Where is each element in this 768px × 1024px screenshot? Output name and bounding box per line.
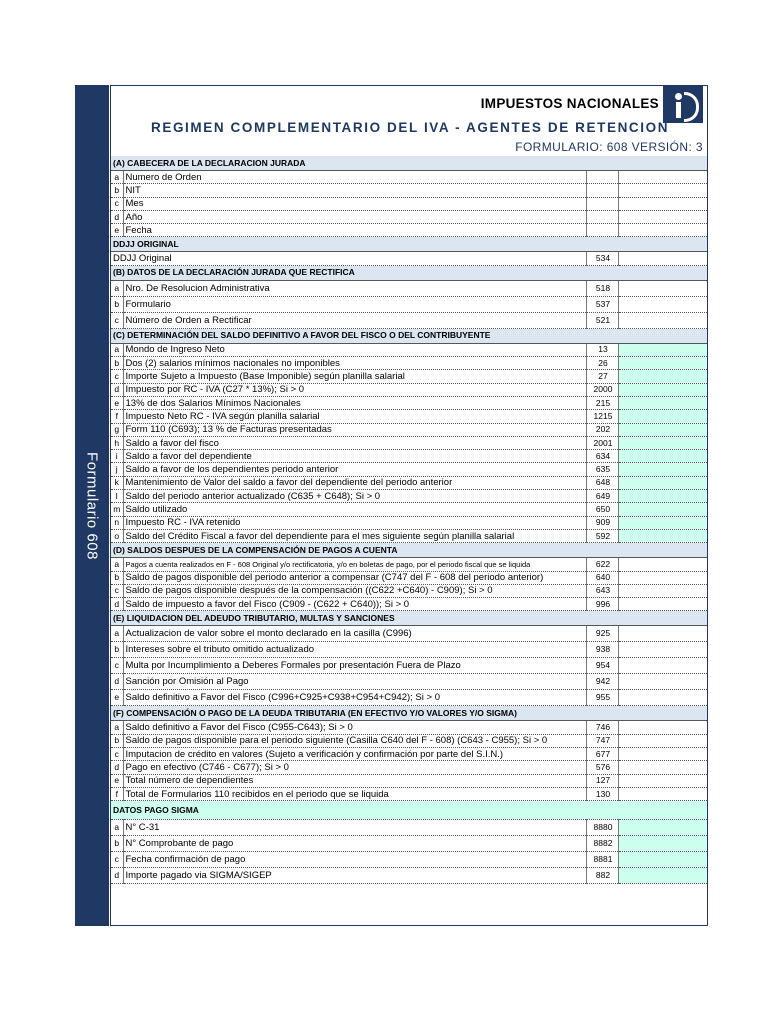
row-code <box>587 210 619 223</box>
row-label: Nro. De Resolucion Administrativa <box>123 280 587 296</box>
row-letter: c <box>111 584 123 597</box>
row-label: Actualizacion de valor sobre el monto declarado en la casilla (C996) <box>123 626 587 642</box>
row-label: Mes <box>123 197 587 210</box>
row-code: 747 <box>587 734 619 747</box>
value-field[interactable] <box>619 436 707 449</box>
form-row <box>111 357 707 370</box>
section-e-header <box>111 611 707 626</box>
value-field[interactable] <box>619 748 707 761</box>
form-row <box>111 626 707 642</box>
value-field[interactable] <box>619 529 707 542</box>
value-field[interactable] <box>619 690 707 706</box>
row-label: Saldo de pagos disponible para el periodo siguiente (Casilla C640 del F - 608) (C643 - C955); Si > 0 <box>123 734 587 747</box>
sigma-header <box>111 801 707 820</box>
row-label: Mondo de Ingreso Neto <box>123 343 587 356</box>
row-label: Saldo a favor del fisco <box>123 436 587 449</box>
value-field[interactable] <box>619 252 707 265</box>
row-code: 13 <box>587 343 619 356</box>
row-letter: g <box>111 423 123 436</box>
ddjj-header <box>111 237 707 252</box>
row-letter: d <box>111 383 123 396</box>
value-field[interactable] <box>619 224 707 237</box>
row-code <box>587 197 619 210</box>
form-row <box>111 184 707 197</box>
value-field[interactable] <box>619 598 707 611</box>
value-field[interactable] <box>619 820 707 836</box>
section-b-header <box>111 265 707 280</box>
value-field[interactable] <box>619 197 707 210</box>
form-row <box>111 584 707 597</box>
form-row <box>111 370 707 383</box>
row-label: N° C-31 <box>123 820 587 836</box>
form-row <box>111 436 707 449</box>
row-letter: d <box>111 868 123 884</box>
row-code: 649 <box>587 490 619 503</box>
section-title: DATOS PAGO SIGMA <box>111 801 707 820</box>
value-field[interactable] <box>619 312 707 328</box>
form-row <box>111 516 707 529</box>
row-code: 8880 <box>587 820 619 836</box>
row-label: N° Comprobante de pago <box>123 836 587 852</box>
row-letter: b <box>111 734 123 747</box>
value-field[interactable] <box>619 280 707 296</box>
row-label: Saldo de impuesto a favor del Fisco (C909 - (C622 + C640)); Si > 0 <box>123 598 587 611</box>
form-row <box>111 423 707 436</box>
value-field[interactable] <box>619 674 707 690</box>
value-field[interactable] <box>619 787 707 800</box>
section-title: (B) DATOS DE LA DECLARACIÓN JURADA QUE RECTIFICA <box>111 265 707 280</box>
value-field[interactable] <box>619 584 707 597</box>
row-letter: c <box>111 748 123 761</box>
row-letter: f <box>111 787 123 800</box>
row-code: 592 <box>587 529 619 542</box>
row-label: Fecha <box>123 224 587 237</box>
row-code: 634 <box>587 450 619 463</box>
row-label: Pagos a cuenta realizados en F - 608 Original y/o rectificatoria, y/o en boletas de pago, por el periodo fiscal que se liquida <box>123 558 587 571</box>
form-row <box>111 721 707 734</box>
row-code: 1215 <box>587 410 619 423</box>
form-row <box>111 383 707 396</box>
row-code: 534 <box>587 252 619 265</box>
row-letter: e <box>111 774 123 787</box>
row-code: 518 <box>587 280 619 296</box>
row-code: 635 <box>587 463 619 476</box>
row-letter: e <box>111 396 123 409</box>
row-code: 677 <box>587 748 619 761</box>
value-field[interactable] <box>619 642 707 658</box>
row-code: 537 <box>587 296 619 312</box>
section-title: (C) DETERMINACIÓN DEL SALDO DEFINITIVO A FAVOR DEL FISCO O DEL CONTRIBUYENTE <box>111 328 707 343</box>
value-field[interactable] <box>619 171 707 184</box>
form-row <box>111 761 707 774</box>
value-field[interactable] <box>619 410 707 423</box>
form-table <box>111 156 707 884</box>
row-letter: l <box>111 490 123 503</box>
form-608 <box>110 85 708 926</box>
value-field[interactable] <box>619 503 707 516</box>
row-label: Saldo definitivo a Favor del Fisco (C955-C643); Si > 0 <box>123 721 587 734</box>
form-row <box>111 312 707 328</box>
form-row <box>111 836 707 852</box>
row-label: Multa por Incumplimiento a Deberes Formales por presentación Fuera de Plazo <box>123 658 587 674</box>
value-field[interactable] <box>619 658 707 674</box>
row-label: Pago en efectivo (C746 - C677); Si > 0 <box>123 761 587 774</box>
form-row <box>111 343 707 356</box>
value-field[interactable] <box>619 774 707 787</box>
form-row <box>111 558 707 571</box>
row-letter: c <box>111 312 123 328</box>
row-label: Saldo definitivo a Favor del Fisco (C996+C925+C938+C954+C942); Si > 0 <box>123 690 587 706</box>
row-code: 2001 <box>587 436 619 449</box>
section-title: (E) LIQUIDACION DEL ADEUDO TRIBUTARIO, MULTAS Y SANCIONES <box>111 611 707 626</box>
impuestos-logo-icon <box>663 86 703 123</box>
form-title: REGIMEN COMPLEMENTARIO DEL IVA - AGENTES DE RETENCION <box>151 120 670 135</box>
form-row <box>111 410 707 423</box>
form-row <box>111 674 707 690</box>
value-field[interactable] <box>619 476 707 489</box>
row-label: Saldo de pagos disponible del periodo anterior a compensar (C747 del F - 608 del periodo anterior) <box>123 571 587 584</box>
value-field[interactable] <box>619 516 707 529</box>
row-code: 938 <box>587 642 619 658</box>
form-row <box>111 197 707 210</box>
row-code: 27 <box>587 370 619 383</box>
row-letter: b <box>111 571 123 584</box>
row-code: 521 <box>587 312 619 328</box>
value-field[interactable] <box>619 571 707 584</box>
form-row <box>111 529 707 542</box>
row-letter: c <box>111 852 123 868</box>
row-code: 643 <box>587 584 619 597</box>
row-label: Mantenimiento de Valor del saldo a favor del dependiente del periodo anterior <box>123 476 587 489</box>
form-row <box>111 280 707 296</box>
row-letter: o <box>111 529 123 542</box>
section-title: (D) SALDOS DESPUES DE LA COMPENSACIÓN DE PAGOS A CUENTA <box>111 543 707 558</box>
row-label: Importe pagado via SIGMA/SIGEP <box>123 868 587 884</box>
form-row <box>111 210 707 223</box>
row-code: 2000 <box>587 383 619 396</box>
section-c-header <box>111 328 707 343</box>
row-label: Formulario <box>123 296 587 312</box>
row-letter: a <box>111 721 123 734</box>
row-code: 622 <box>587 558 619 571</box>
row-label: Numero de Orden <box>123 171 587 184</box>
row-letter: m <box>111 503 123 516</box>
section-title: (A) CABECERA DE LA DECLARACION JURADA <box>111 156 707 171</box>
row-letter: d <box>111 674 123 690</box>
row-code: 127 <box>587 774 619 787</box>
row-code: 650 <box>587 503 619 516</box>
row-letter: a <box>111 558 123 571</box>
form-row <box>111 503 707 516</box>
row-code: 640 <box>587 571 619 584</box>
form-row <box>111 463 707 476</box>
section-title: DDJJ ORIGINAL <box>111 237 707 252</box>
row-letter: i <box>111 450 123 463</box>
row-code <box>587 224 619 237</box>
row-label: Saldo a favor de los dependientes periodo anterior <box>123 463 587 476</box>
row-code <box>587 171 619 184</box>
row-code: 996 <box>587 598 619 611</box>
row-label: Form 110 (C693); 13 % de Facturas presentadas <box>123 423 587 436</box>
form-row <box>111 296 707 312</box>
row-label: Sanción por Omisión al Pago <box>123 674 587 690</box>
row-code: 909 <box>587 516 619 529</box>
form-row <box>111 171 707 184</box>
value-field[interactable] <box>619 450 707 463</box>
value-field[interactable] <box>619 761 707 774</box>
row-label: Importe Sujeto a Impuesto (Base Imponible) según planilla salarial <box>123 370 587 383</box>
row-label: DDJJ Original <box>111 252 587 265</box>
row-letter: d <box>111 598 123 611</box>
row-label: Impuesto RC - IVA retenido <box>123 516 587 529</box>
value-field[interactable] <box>619 721 707 734</box>
row-code: 26 <box>587 357 619 370</box>
value-field[interactable] <box>619 357 707 370</box>
form-row <box>111 450 707 463</box>
form-row <box>111 658 707 674</box>
form-sidebar <box>75 85 109 926</box>
row-code: 942 <box>587 674 619 690</box>
form-row <box>111 690 707 706</box>
section-a-header <box>111 156 707 171</box>
row-letter: a <box>111 820 123 836</box>
form-row <box>111 598 707 611</box>
value-field[interactable] <box>619 463 707 476</box>
row-code: 215 <box>587 396 619 409</box>
row-code: 130 <box>587 787 619 800</box>
form-row <box>111 224 707 237</box>
row-letter: c <box>111 370 123 383</box>
row-label: 13% de dos Salarios Mínimos Nacionales <box>123 396 587 409</box>
row-label: NIT <box>123 184 587 197</box>
form-row <box>111 734 707 747</box>
form-row <box>111 571 707 584</box>
form-row <box>111 774 707 787</box>
row-letter: b <box>111 357 123 370</box>
row-label: Intereses sobre el tributo omitido actualizado <box>123 642 587 658</box>
row-letter: e <box>111 690 123 706</box>
row-letter: b <box>111 296 123 312</box>
row-code: 882 <box>587 868 619 884</box>
org-name: IMPUESTOS NACIONALES <box>480 96 659 111</box>
row-letter: j <box>111 463 123 476</box>
value-field[interactable] <box>619 383 707 396</box>
row-code: 925 <box>587 626 619 642</box>
form-row <box>111 396 707 409</box>
row-label: Dos (2) salarios mínimos nacionales no imponibles <box>123 357 587 370</box>
value-field[interactable] <box>619 396 707 409</box>
sidebar-label: Formulario 608 <box>83 451 101 560</box>
row-label: Impuesto Neto RC - IVA según planilla salarial <box>123 410 587 423</box>
form-version: FORMULARIO: 608 VERSIÓN: 3 <box>515 140 703 154</box>
row-label: Total de Formularios 110 recibidos en el periodo que se liquida <box>123 787 587 800</box>
row-letter: a <box>111 626 123 642</box>
row-letter: d <box>111 210 123 223</box>
form-row <box>111 252 707 265</box>
value-field[interactable] <box>619 490 707 503</box>
row-letter: b <box>111 836 123 852</box>
form-row <box>111 852 707 868</box>
row-label: Saldo a favor del dependiente <box>123 450 587 463</box>
row-letter: a <box>111 280 123 296</box>
row-letter: a <box>111 343 123 356</box>
row-letter: f <box>111 410 123 423</box>
form-row <box>111 820 707 836</box>
row-code: 746 <box>587 721 619 734</box>
row-code: 648 <box>587 476 619 489</box>
row-code: 954 <box>587 658 619 674</box>
value-field[interactable] <box>619 296 707 312</box>
row-code: 202 <box>587 423 619 436</box>
row-label: Año <box>123 210 587 223</box>
value-field[interactable] <box>619 626 707 642</box>
row-label: Saldo de pagos disponible después de la compensación ((C622 +C640) - C909); Si > 0 <box>123 584 587 597</box>
value-field[interactable] <box>619 423 707 436</box>
row-letter: b <box>111 642 123 658</box>
row-code <box>587 184 619 197</box>
form-row <box>111 476 707 489</box>
form-row <box>111 642 707 658</box>
section-f-header <box>111 706 707 721</box>
value-field[interactable] <box>619 734 707 747</box>
row-code: 8882 <box>587 836 619 852</box>
row-code: 8881 <box>587 852 619 868</box>
row-label: Saldo del periodo anterior actualizado (C635 + C648); Si > 0 <box>123 490 587 503</box>
row-label: Número de Orden a Rectificar <box>123 312 587 328</box>
row-label: Saldo del Crédito Fiscal a favor del dependiente para el mes siguiente según planilla salarial <box>123 529 587 542</box>
row-letter: c <box>111 658 123 674</box>
form-row <box>111 787 707 800</box>
row-letter: a <box>111 171 123 184</box>
row-letter: b <box>111 184 123 197</box>
row-letter: k <box>111 476 123 489</box>
row-letter: n <box>111 516 123 529</box>
value-field[interactable] <box>619 343 707 356</box>
value-field[interactable] <box>619 836 707 852</box>
row-label: Saldo utilizado <box>123 503 587 516</box>
value-field[interactable] <box>619 184 707 197</box>
row-letter: d <box>111 761 123 774</box>
row-label: Impuesto por RC - IVA (C27 * 13%); Si > 0 <box>123 383 587 396</box>
row-label: Total número de dependientes <box>123 774 587 787</box>
value-field[interactable] <box>619 370 707 383</box>
section-title: (F) COMPENSACIÓN O PAGO DE LA DEUDA TRIBUTARIA (EN EFECTIVO Y/O VALORES Y/O SIGMA) <box>111 706 707 721</box>
form-row <box>111 868 707 884</box>
value-field[interactable] <box>619 558 707 571</box>
row-label: Imputacion de crédito en valores (Sujeto a verificación y confirmación por parte del S.I.N.) <box>123 748 587 761</box>
value-field[interactable] <box>619 210 707 223</box>
row-letter: c <box>111 197 123 210</box>
value-field[interactable] <box>619 868 707 884</box>
value-field[interactable] <box>619 852 707 868</box>
form-row <box>111 748 707 761</box>
row-letter: e <box>111 224 123 237</box>
section-d-header <box>111 543 707 558</box>
form-row <box>111 490 707 503</box>
row-code: 576 <box>587 761 619 774</box>
row-code: 955 <box>587 690 619 706</box>
row-label: Fecha confirmación de pago <box>123 852 587 868</box>
row-letter: h <box>111 436 123 449</box>
